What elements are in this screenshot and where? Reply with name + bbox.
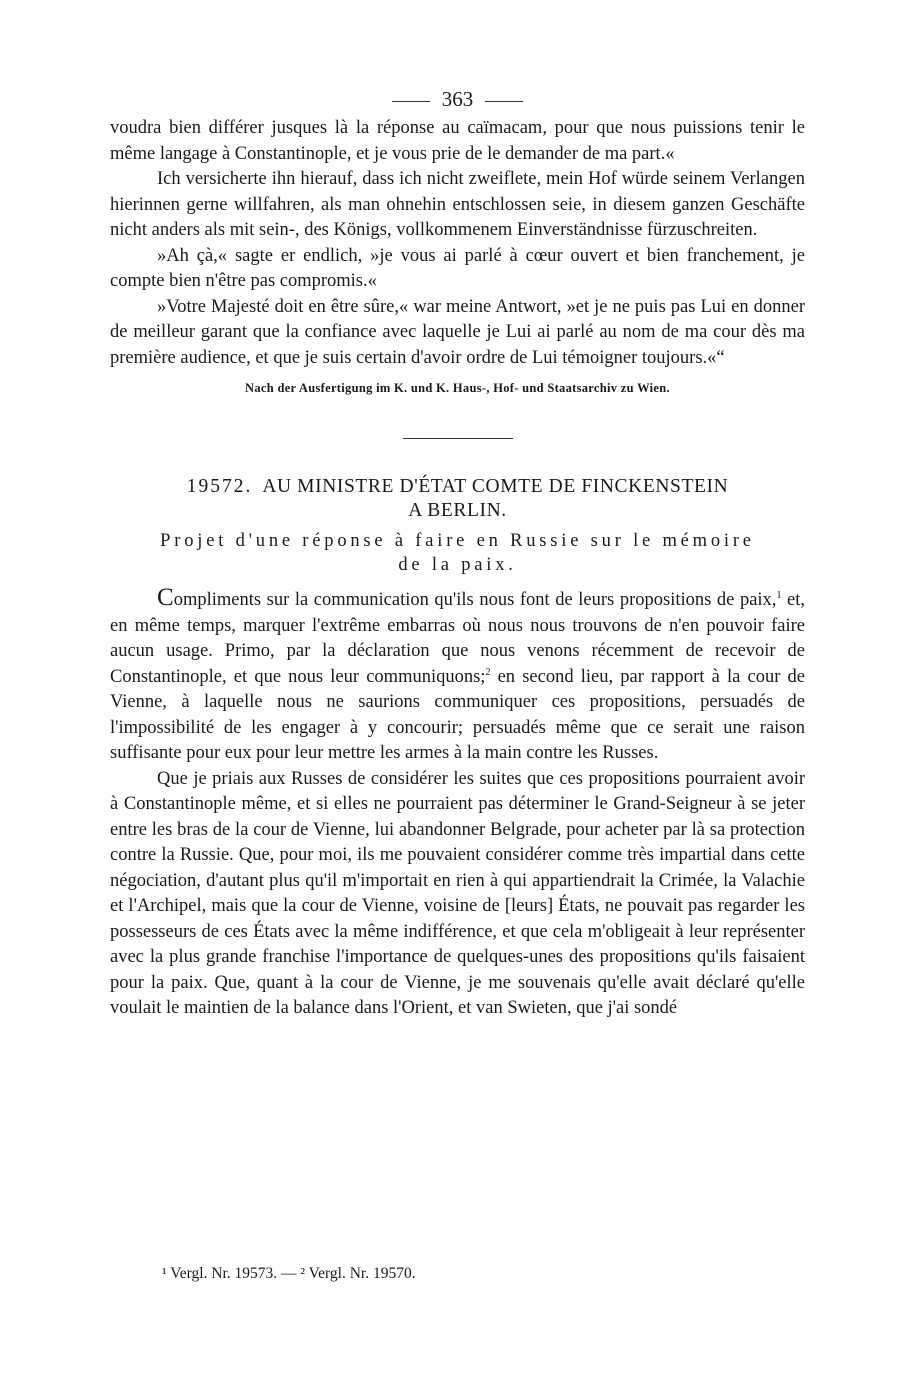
- heading-line-1: AU MINISTRE D'ÉTAT COMTE DE FINCKENSTEIN: [262, 476, 729, 497]
- quote-paragraph-2: »Votre Majesté doit en être sûre,« war meine Antwort, »et je ne puis pas Lui en donner de meilleur garant que la confiance avec laquelle je Lui ai parlé au nom de ma cour dès ma première audience, et que je suis certain d'avoir ordre de Lui témoigner toujours.«“: [110, 296, 805, 368]
- document-paragraph-2: Que je priais aux Russes de considérer les suites que ces propositions pourraient avoir à Constantinople même, et si elles ne pourraient pas déterminer le Grand-Seigneur à se jeter entre les bras de la cour de Vienne, lui abandonner Belgrade, pour acheter par là sa protection contre la Russie. Que, pour moi, ils me pouvaient considérer comme très impartial dans cette négociation, d'autant plus qu'il m'importait en rien à qui appartiendrait la Crimée, la Valachie et l'Archipel, mais que la cour de Vienne, voisine de [leurs] États, ne pouvait pas regarder les possesseurs de ces États avec la même indifférence, et que cela m'obligeait à leur représenter avec la plus grande franchise l'importance de quelques-unes des propositions qu'ils faisaient pour la paix. Que, quant à la cour de Vienne, je me souvenais qu'elle avait déclaré qu'elle voulait le maintien de la balance dans l'Orient, et van Swieten, que j'ai sondé: [110, 768, 805, 1018]
- carryover-paragraph: voudra bien différer jusques là la réponse au caïmacam, pour que nous puissions tenir le même langage à Constantinople, et je vous prie de le demander de ma part.«: [110, 118, 805, 164]
- subtitle-line-2: de la paix.: [398, 555, 517, 575]
- drop-cap: C: [157, 584, 174, 611]
- document-heading: [110, 475, 805, 523]
- header-rule-left: [392, 101, 430, 102]
- paragraph-1-part-a: ompliments sur la communication qu'ils nous font de leurs propositions de paix,: [173, 590, 777, 610]
- document-subtitle: [110, 529, 805, 577]
- german-report-paragraph: Ich versicherte ihn hierauf, dass ich nicht zweiflete, mein Hof würde seinem Verlangen hierinnen gerne willfahren, als man ohnehin entschlossen seie, in diesem ganzen Geschäfte nicht anders als mit sein-, des Königs, vollkommenem Einverständnisse fürzuschreiten.: [110, 169, 805, 240]
- paragraph-1-part-c: en second lieu, par rapport à la cour de Vienne, à laquelle nous ne saurions communiquer ces propositions, persuadés de l'impossibilité de les engager à y concourir; persuadés même que ce serait une raison suffisante pour eux pour leur mettre les armes à la main contre les Russes.: [110, 666, 806, 763]
- section-divider: [403, 438, 513, 439]
- paragraph-1-part-b: et, en même temps, marquer l'extrême embarras où nous nous trouvons de n'en pouvoir faire aucun usage. Primo, par la déclaration que nous venons récemment de recevoir de Constantinople, et que nous leur communiquons;: [110, 590, 805, 687]
- document-number: 19572.: [186, 476, 253, 497]
- page-number: 363: [441, 87, 474, 111]
- page-header: [110, 86, 805, 116]
- footnotes: ¹ Vergl. Nr. 19573. — ² Vergl. Nr. 19570.: [162, 1265, 416, 1282]
- footnote-ref-2: 2: [485, 666, 491, 678]
- footnote-ref-1: 1: [776, 589, 782, 601]
- page: [110, 86, 805, 1022]
- archive-source-note: Nach der Ausfertigung im K. und K. Haus-, Hof- und Staatsarchiv zu Wien.: [245, 381, 670, 395]
- heading-line-2: A BERLIN.: [408, 500, 507, 521]
- subtitle-line-1: Projet d'une réponse à faire en Russie sur le mémoire: [160, 531, 755, 551]
- document-paragraph-1: [110, 585, 805, 767]
- header-rule-right: [485, 101, 523, 102]
- quote-paragraph-1: »Ah çà,« sagte er endlich, »je vous ai parlé à cœur ouvert et bien franchement, je compte bien n'être pas compromis.«: [110, 245, 805, 291]
